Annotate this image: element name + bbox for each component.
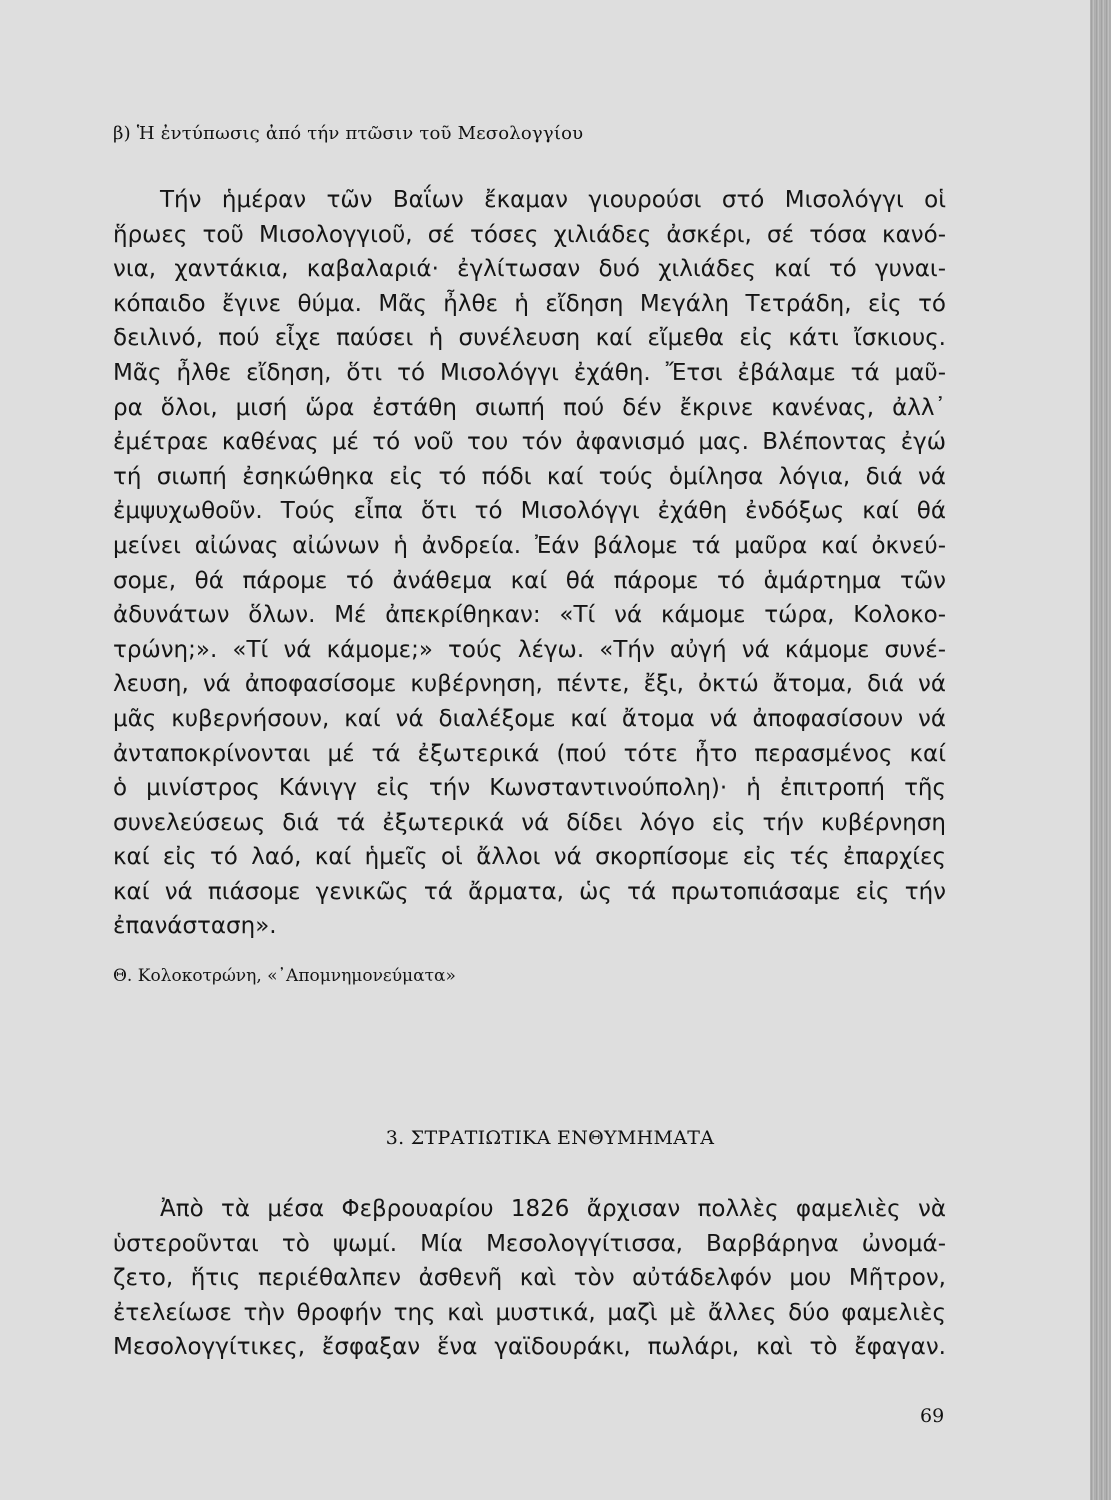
text-line: καί εἰς τό λαό, καί ἡμεῖς οἱ ἄλλοι νά σκορπίσομε εἰς τές ἐπαρχίες <box>113 844 946 871</box>
text-line: Μᾶς ἦλθε εἴδηση, ὅτι τό Μισολόγγι ἐχάθη. Ἔτσι ἐβάλαμε τά μαῦ- <box>113 359 946 386</box>
text-line: ἀνταποκρίνονται μέ τά ἐξωτερικά (πού τότε ἦτο περασμένος καί <box>113 740 946 767</box>
text-line: κόπαιδο ἔγινε θύμα. Μᾶς ἦλθε ἡ εἴδηση Μεγάλη Τετράδη, εἰς τό <box>113 290 946 317</box>
text-line: τή σιωπή ἐσηκώθηκα εἰς τό πόδι καί τούς ὁμίλησα λόγια, διά νά <box>113 463 946 490</box>
text-line: ὁ μινίστρος Κάνιγγ εἰς τήν Κωνσταντινούπολη)· ἡ ἐπιτροπή τῆς <box>113 775 946 802</box>
text-line: ἐτελείωσε τὴν θροφήν της καὶ μυστικά, μαζὶ μὲ ἄλλες δύο φαμελιὲς <box>113 1299 946 1326</box>
text-line: Τήν ἡμέραν τῶν Βαΐων ἔκαμαν γιουρούσι στό Μισολόγγι οἱ <box>160 187 946 213</box>
text-line: ἐμέτραε καθένας μέ τό νοῦ του τόν ἀφανισμό μας. Βλέποντας ἐγώ <box>113 429 946 456</box>
text-line: δειλινό, πού εἶχε παύσει ἡ συνέλευση καί εἴμεθα εἰς κάτι ἴσκιους. <box>113 325 946 352</box>
text-line: ὑστεροῦνται τὸ ψωμί. Μία Μεσολογγίτισσα, Βαρβάρηνα ὠνομά- <box>113 1230 946 1257</box>
text-line: συνελεύσεως διά τά ἐξωτερικά νά δίδει λόγο εἰς τήν κυβέρνηση <box>113 809 946 836</box>
text-line: μᾶς κυβερνήσουν, καί νά διαλέξομε καί ἄτομα νά ἀποφασίσουν νά <box>113 705 946 732</box>
text-line: ἐπανάσταση». <box>113 913 277 940</box>
quote-body <box>113 183 946 944</box>
text-line: ζετο, ἥτις περιέθαλπεν ἀσθενῆ καὶ τὸν αὐτάδελφόν μου Μῆτρον, <box>113 1265 946 1292</box>
section-title: 3. ΣΤΡΑΤΙΩΤΙΚΑ ΕΝΘΥΜΗΜΑΤΑ <box>385 1127 715 1149</box>
text-line: ρα ὅλοι, μισή ὥρα ἐστάθη σιωπή πού δέν ἔκρινε κανένας, ἀλλ᾽ <box>113 394 946 421</box>
text-line: καί νά πιάσομε γενικῶς τά ἄρματα, ὡς τά πρωτοπιάσαμε εἰς τήν <box>113 878 946 905</box>
text-line: σομε, θά πάρομε τό ἀνάθεμα καί θά πάρομε τό ἁμάρτημα τῶν <box>113 567 946 594</box>
subsection-heading: β) Ἡ ἐντύπωσις ἀπό τήν πτῶσιν τοῦ Μεσολογγίου <box>113 123 584 144</box>
text-line: ἥρωες τοῦ Μισολογγιοῦ, σέ τόσες χιλιάδες ἀσκέρι, σέ τόσα κανό- <box>113 221 946 248</box>
text-line: ἀδυνάτων ὅλων. Μέ ἀπεκρίθηκαν: «Τί νά κάμομε τώρα, Κολοκο- <box>113 602 946 629</box>
text-line: ἐμψυχωθοῦν. Τούς εἶπα ὅτι τό Μισολόγγι ἐχάθη ἐνδόξως καί θά <box>113 498 946 525</box>
text-line: Μεσολογγίτικες, ἔσφαξαν ἕνα γαϊδουράκι, πωλάρι, καὶ τὸ ἔφαγαν. <box>113 1334 946 1361</box>
section-body <box>113 1192 946 1365</box>
text-line: λευση, νά ἀποφασίσομε κυβέρνηση, πέντε, ἔξι, ὀκτώ ἄτομα, διά νά <box>113 671 946 698</box>
text-line: Ἀπὸ τὰ μέσα Φεβρουαρίου 1826 ἄρχισαν πολλὲς φαμελιὲς νὰ <box>160 1196 946 1222</box>
page-edge-stack <box>1090 0 1111 1500</box>
text-line: τρώνη;». «Τί νά κάμομε;» τούς λέγω. «Τήν αὐγή νά κάμομε συνέ- <box>113 636 946 663</box>
text-line: μείνει αἰώνας αἰώνων ἡ ἀνδρεία. Ἐάν βάλομε τά μαῦρα καί ὀκνεύ- <box>113 532 946 559</box>
text-line: νια, χαντάκια, καβαλαριά· ἐγλίτωσαν δυό χιλιάδες καί τό γυναι- <box>113 256 946 283</box>
page-number: 69 <box>920 1405 945 1427</box>
quote-attribution: Θ. Κολοκοτρώνη, «᾽Απομνημονεύματα» <box>113 966 456 986</box>
